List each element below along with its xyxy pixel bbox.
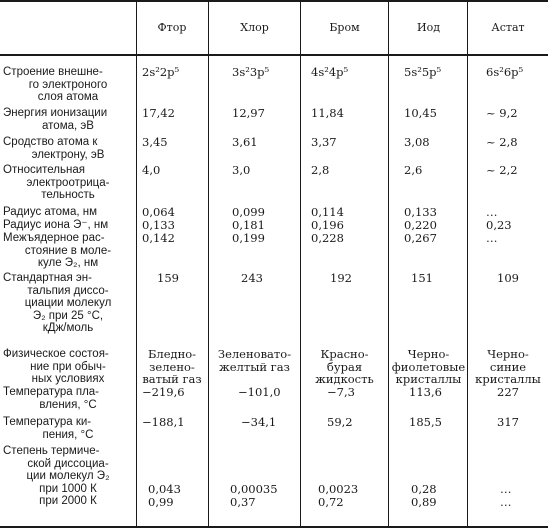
table-cell: 59,2: [327, 415, 353, 429]
row-label: Относительная электроотрица- тельность: [3, 164, 110, 202]
table-cell: ~ 2,8: [486, 135, 518, 149]
table-cell: 185,5: [409, 415, 442, 429]
table-cell: 2,8: [311, 163, 330, 177]
column-header-iodine: Иод: [417, 21, 440, 34]
row-label: Радиус атома, нм: [3, 206, 98, 218]
table-cell: 151: [411, 271, 433, 285]
table-cell: …: [486, 205, 498, 219]
column-rule: [300, 0, 301, 528]
table-cell: 0,142: [142, 231, 175, 245]
table-cell: 11,84: [311, 106, 344, 120]
table-cell: 10,45: [404, 106, 437, 120]
table-cell: 0,114: [311, 205, 344, 219]
table-cell: 2s²2p⁵: [142, 65, 180, 79]
row-label: Физическое состоя- ние при обыч- ных условиях: [3, 348, 109, 386]
table-cell: 109: [497, 271, 519, 285]
table-cell: 243: [241, 271, 263, 285]
column-rule: [388, 0, 389, 528]
table-cell: 0,0023 0,72: [318, 482, 359, 509]
column-rule: [208, 0, 209, 528]
table-cell: −34,1: [241, 415, 277, 429]
table-cell: Черно- синие кристаллы: [475, 347, 541, 387]
table-cell: 4,0: [142, 163, 161, 177]
row-label: Температура ки- пения, °С: [3, 416, 94, 441]
table-cell: 6s²6p⁵: [486, 65, 524, 79]
table-cell: −101,0: [238, 385, 281, 399]
table-cell: 0,133: [404, 205, 437, 219]
table-cell: 0,220: [404, 218, 437, 232]
column-rule: [136, 0, 137, 528]
table-cell: 0,043 0,99: [148, 482, 181, 509]
table-cell: 3,45: [142, 135, 168, 149]
table-cell: 3,61: [232, 135, 258, 149]
table-cell: 12,97: [232, 106, 265, 120]
column-header-chlorine: Хлор: [240, 21, 269, 34]
table-cell: 3,37: [311, 135, 337, 149]
table-cell: −219,6: [142, 385, 185, 399]
table-cell: 0,267: [404, 231, 437, 245]
table-cell: 2,6: [404, 163, 423, 177]
row-label: Сродство атома к электрону, эВ: [3, 136, 105, 161]
row-label: Стандартная эн- тальпия диссо- циации молекул Э₂ при 25 °С, кДж/моль: [3, 272, 112, 335]
table-cell: Красно- бурая жидкость: [315, 347, 374, 387]
table-cell: 0,228: [311, 231, 344, 245]
table-cell: ~ 2,2: [486, 163, 518, 177]
table-cell: 0,23: [486, 218, 512, 232]
row-label: Строение внешне- го электроного слоя атома: [3, 66, 108, 104]
table-cell: −7,3: [327, 385, 355, 399]
table-cell: 159: [157, 271, 179, 285]
column-header-fluorine: Фтор: [157, 21, 187, 34]
table-cell: 113,6: [409, 385, 442, 399]
table-cell: 5s²5p⁵: [404, 65, 442, 79]
table-cell: 0,133: [142, 218, 175, 232]
table-cell: 4s²4p⁵: [311, 65, 349, 79]
table-cell: 0,181: [232, 218, 265, 232]
column-rule: [467, 0, 468, 528]
table-cell: 317: [497, 415, 519, 429]
row-label: Энергия ионизации атома, эВ: [3, 107, 108, 132]
row-label: Степень термиче- ской диссоциа- ции молекул Э₂ при 1000 К при 2000 К: [3, 445, 110, 508]
table-cell: 192: [330, 271, 352, 285]
header-rule: [0, 54, 548, 56]
table-cell: ~ 9,2: [486, 106, 518, 120]
table-cell: 17,42: [142, 106, 175, 120]
row-label: Межъядерное рас- стояние в моле- куле Э₂, нм: [3, 232, 112, 270]
table-cell: 3s²3p⁵: [232, 65, 270, 79]
table-cell: 0,196: [311, 218, 344, 232]
row-label: Радиус иона Э⁻, нм: [3, 219, 109, 231]
table-cell: Бледно- зелено- ватый газ: [142, 347, 202, 387]
table-cell: 0,064: [142, 205, 175, 219]
table-cell: 3,08: [404, 135, 430, 149]
table-cell: 227: [497, 385, 519, 399]
table-cell: 0,00035 0,37: [230, 482, 278, 509]
table-cell: 0,099: [232, 205, 265, 219]
table-cell: 0,28 0,89: [411, 482, 437, 509]
table-cell: …: [486, 231, 498, 245]
column-header-astatine: Астат: [491, 21, 525, 34]
column-header-bromine: Бром: [329, 21, 360, 34]
table-cell: Зеленовато- желтый газ: [217, 347, 292, 374]
table-cell: 0,199: [232, 231, 265, 245]
table-cell: −188,1: [142, 415, 185, 429]
table-bottom-rule: [0, 526, 548, 528]
row-label: Температура пла- вления, °С: [3, 386, 100, 411]
table-cell: … …: [500, 482, 512, 509]
table-cell: 3,0: [232, 163, 251, 177]
table-top-rule: [0, 0, 548, 2]
table-cell: Черно- фиолетовые кристаллы: [391, 347, 466, 387]
